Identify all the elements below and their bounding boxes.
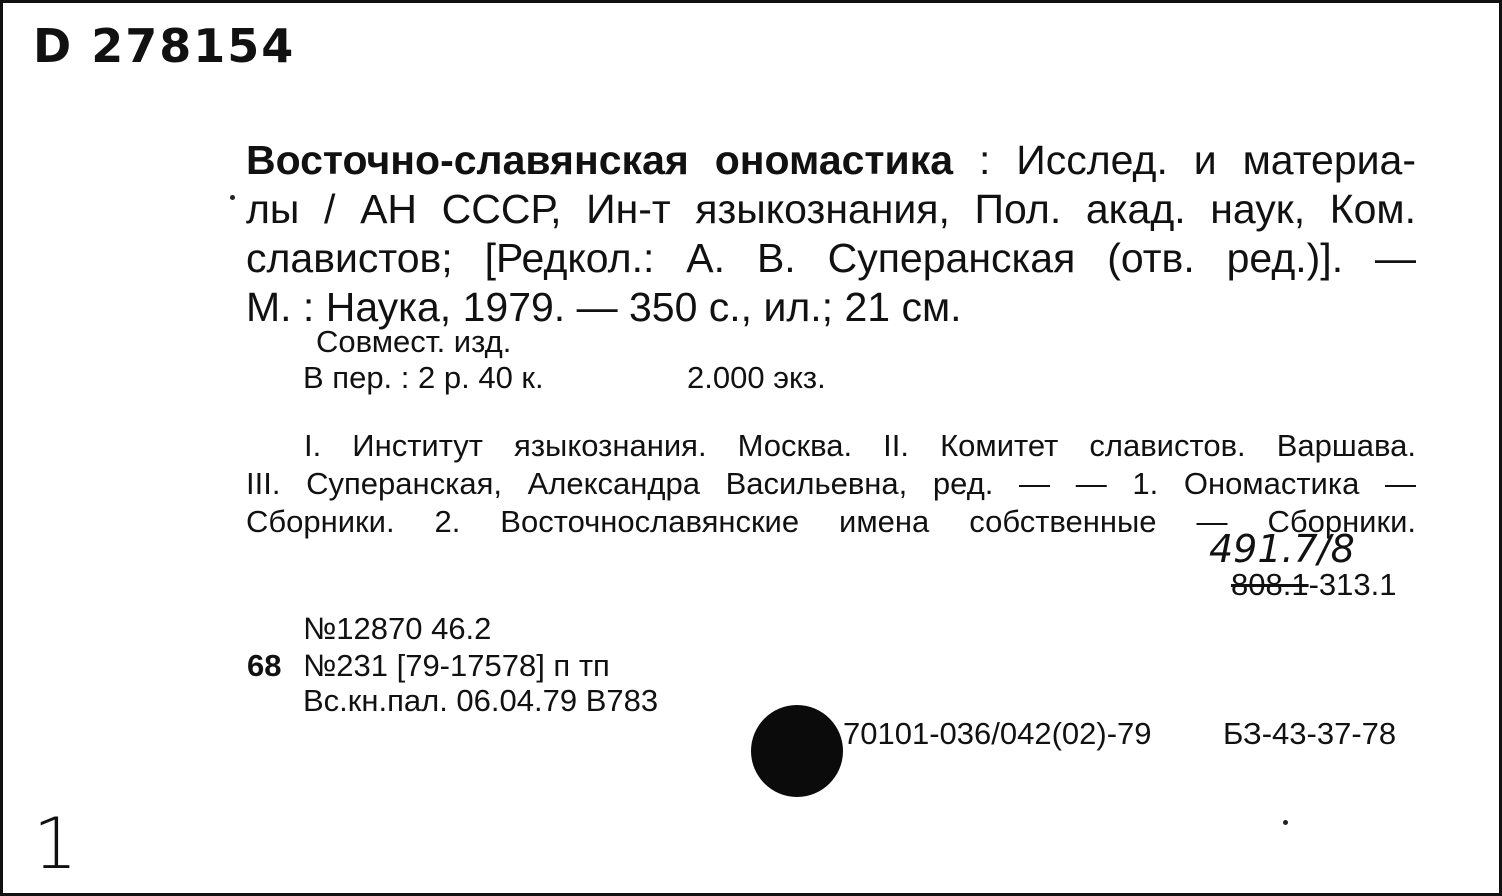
inventory-number: D 278154	[33, 19, 296, 73]
description-line-2: лы / АН СССР, Ин-т языкознания, Пол. акад. наук, Ком.	[246, 186, 1416, 232]
registry-line-1: №12870 46.2	[303, 611, 492, 646]
ink-speck	[1283, 820, 1288, 825]
copies: 2.000 экз.	[687, 360, 826, 395]
catalog-code: БЗ-43-37-78	[1223, 716, 1397, 751]
note: Совмест. изд.	[316, 324, 512, 359]
classification	[1231, 567, 1396, 603]
subject-line-1: I. Институт языкознания. Москва. II. Комитет славистов. Варшава.	[304, 428, 1416, 463]
subject-line-3: Сборники. 2. Восточнославянские имена собственные — Сборники.	[246, 504, 1416, 539]
classification-suffix: -313.1	[1308, 567, 1397, 602]
book-title: Восточно-славянская ономастика	[246, 137, 954, 183]
bibliographic-description	[246, 136, 1416, 332]
description-line-1	[246, 136, 1416, 185]
ink-speck	[230, 195, 235, 200]
handwritten-classification: 491.7/8	[1209, 527, 1355, 571]
description-line-4: М. : Наука, 1979. — 350 с., ил.; 21 см.	[246, 284, 962, 330]
registry-line-3: Вс.кн.пал. 06.04.79 В783	[303, 683, 659, 718]
publisher-code: 70101-036/042(02)-79	[843, 716, 1152, 751]
punch-hole	[751, 705, 843, 797]
title-continuation: : Исслед. и материа-	[953, 137, 1416, 183]
price: В пер. : 2 р. 40 к.	[303, 360, 544, 395]
corner-mark: 1	[33, 803, 78, 885]
registry-prefix: 68	[247, 648, 282, 683]
subject-line-2: III. Суперанская, Александра Васильевна, ред. — — 1. Ономастика —	[246, 466, 1416, 501]
struck-classification: 808.1	[1231, 567, 1309, 602]
registry-line-2: №231 [79-17578] п тп	[303, 648, 610, 683]
subject-headings	[246, 427, 1416, 541]
description-line-3: славистов; [Редкол.: А. В. Суперанская (отв. ред.)]. —	[246, 235, 1416, 281]
